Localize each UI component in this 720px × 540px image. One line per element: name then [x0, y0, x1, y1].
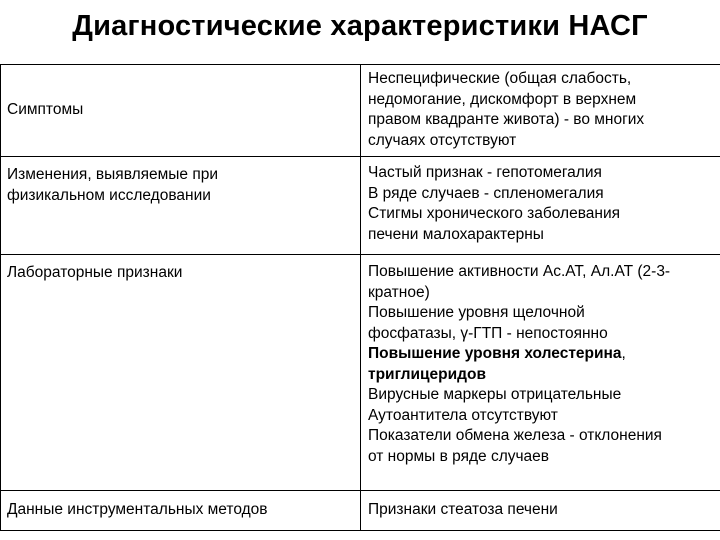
table-row-instrumental: [1, 491, 720, 531]
value-line: кратное): [368, 283, 430, 301]
row-label-text: Лабораторные признаки: [7, 264, 183, 281]
table-row-physical-exam: [1, 157, 720, 255]
row-value-physical-exam: [361, 157, 720, 255]
diagnostic-table: [0, 64, 720, 531]
row-label-instrumental: [1, 491, 361, 531]
value-line: Вирусные маркеры отрицательные: [368, 386, 622, 403]
value-line: Повышение уровня щелочной: [368, 304, 585, 321]
value-line: Аутоантитела отсутствуют: [368, 406, 558, 424]
value-line: Неспецифические (общая слабость,: [368, 70, 632, 87]
value-line-bold: триглицеридов: [368, 365, 487, 383]
row-label-symptoms: [1, 65, 361, 157]
table-row-laboratory: [1, 255, 720, 491]
row-value-instrumental: [361, 491, 720, 531]
value-line: Показатели обмена железа - отклонения: [368, 427, 662, 444]
value-line: фосфатазы, γ-ГТП - непостоянно: [368, 324, 608, 342]
row-label-text: Изменения, выявляемые при: [7, 166, 219, 183]
table-row-symptoms: [1, 65, 720, 157]
value-line: недомогание, дискомфорт в верхнем: [368, 90, 637, 108]
value-line: правом квадранте живота) - во многих: [368, 111, 645, 128]
row-value-laboratory: [361, 255, 720, 491]
row-value-symptoms: [361, 65, 720, 157]
row-label-text: физикальном исследовании: [7, 186, 211, 204]
value-line: Признаки стеатоза печени: [368, 501, 558, 519]
value-line: Повышение активности Ас.АТ, Ал.АТ (2-3-: [368, 263, 671, 280]
row-label-text: Данные инструментальных методов: [7, 501, 268, 519]
value-line: В ряде случаев - спленомегалия: [368, 184, 604, 202]
value-line: Стигмы хронического заболевания: [368, 205, 621, 222]
comma-text: ,: [621, 345, 626, 362]
row-label-text: Симптомы: [7, 101, 84, 119]
value-line-bold: [368, 344, 716, 365]
row-label-laboratory: [1, 255, 361, 491]
value-line: случаях отсутствуют: [368, 131, 517, 149]
row-label-physical-exam: [1, 157, 361, 255]
value-line: от нормы в ряде случаев: [368, 447, 550, 465]
bold-text: Повышение уровня холестерина: [368, 345, 622, 362]
slide-title: Диагностические характеристики НАСГ: [72, 10, 648, 42]
value-line: Частый признак - гепотомегалия: [368, 164, 602, 181]
value-line: печени малохарактерны: [368, 225, 544, 243]
